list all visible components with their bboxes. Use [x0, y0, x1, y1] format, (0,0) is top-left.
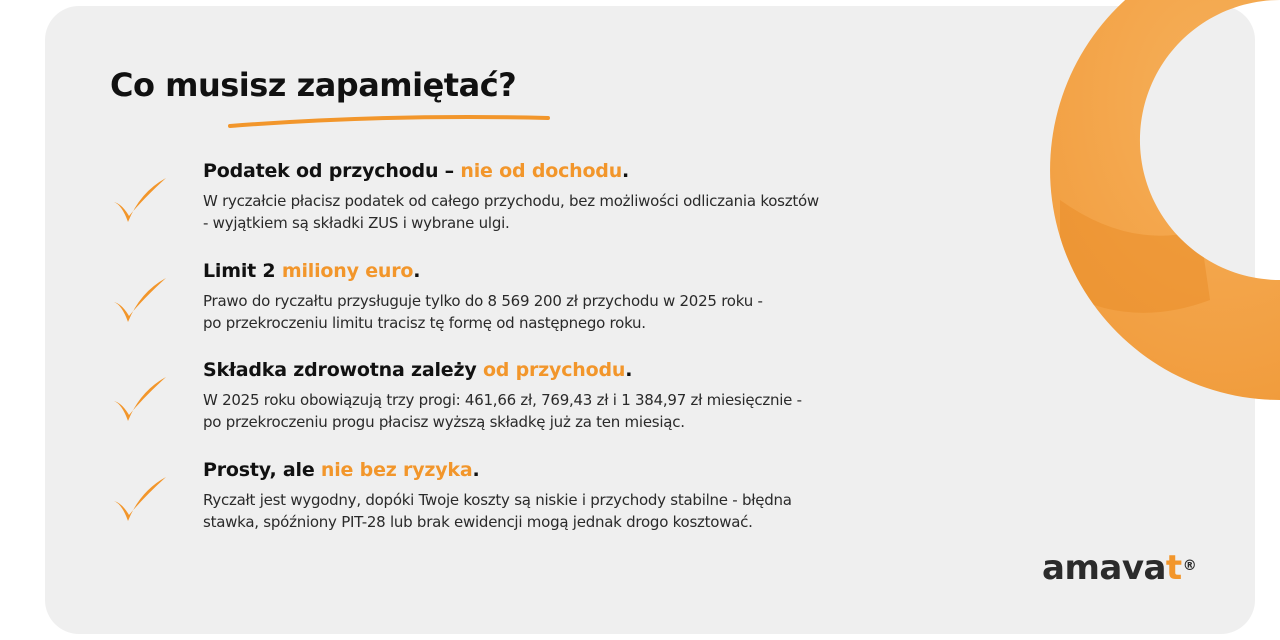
description-line: po przekroczeniu limitu tracisz tę formę od następnego roku. — [203, 314, 646, 332]
item-heading: Składka zdrowotna zależy od przychodu. — [203, 359, 633, 381]
brand-logo — [1042, 548, 1196, 588]
list-item — [0, 160, 920, 250]
logo-text: amava — [1042, 548, 1166, 588]
logo-accent: t — [1165, 548, 1182, 588]
checkmark-icon — [112, 172, 168, 228]
list-item — [0, 359, 920, 449]
item-heading: Podatek od przychodu – nie od dochodu. — [203, 160, 630, 182]
heading-highlight: miliony euro — [281, 260, 414, 282]
title-underline — [226, 112, 552, 130]
item-heading: Limit 2 miliony euro. — [203, 260, 421, 282]
description-line: W ryczałcie płacisz podatek od całego przychodu, bez możliwości odliczania kosztów — [203, 192, 819, 210]
checkmark-icon — [112, 471, 168, 527]
description-line: - wyjątkiem są składki ZUS i wybrane ulgi. — [203, 214, 510, 232]
heading-highlight: nie bez ryzyka — [320, 459, 473, 481]
heading-highlight: nie od dochodu — [460, 160, 623, 182]
list-item — [0, 260, 920, 350]
item-heading: Prosty, ale nie bez ryzyka. — [203, 459, 480, 481]
item-description — [203, 489, 923, 533]
list-item — [0, 459, 920, 549]
item-description — [203, 389, 923, 433]
item-description — [203, 290, 923, 334]
description-line: stawka, spóźniony PIT-28 lub brak ewidencji mogą jednak drogo kosztować. — [203, 513, 753, 531]
checkmark-icon — [112, 371, 168, 427]
heading-highlight: od przychodu — [482, 359, 626, 381]
page-title: Co musisz zapamiętać? — [110, 66, 517, 104]
registered-mark: ® — [1182, 558, 1197, 574]
description-line: po przekroczeniu progu płacisz wyższą składkę już za ten miesiąc. — [203, 413, 685, 431]
checkmark-icon — [112, 272, 168, 328]
description-line: Prawo do ryczałtu przysługuje tylko do 8 569 200 zł przychodu w 2025 roku - — [203, 292, 763, 310]
description-line: Ryczałt jest wygodny, dopóki Twoje koszty są niskie i przychody stabilne - błędna — [203, 491, 792, 509]
description-line: W 2025 roku obowiązują trzy progi: 461,66 zł, 769,43 zł i 1 384,97 zł miesięcznie - — [203, 391, 802, 409]
item-description — [203, 190, 923, 234]
